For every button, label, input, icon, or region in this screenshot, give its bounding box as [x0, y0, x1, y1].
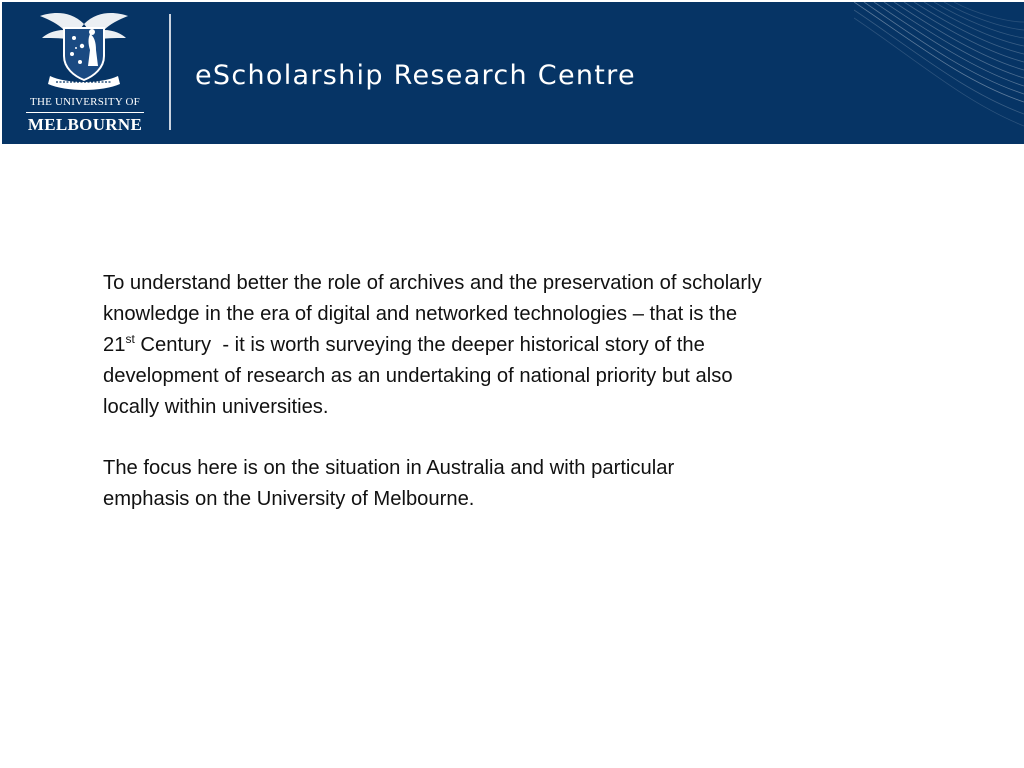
- paragraph-archives: [103, 268, 903, 423]
- slide-body: [103, 268, 903, 515]
- logo-text-melbourne: MELBOURNE: [27, 115, 143, 134]
- century-ordinal-suffix: st: [125, 332, 135, 346]
- university-logo[interactable]: [22, 10, 148, 136]
- paragraph-line: knowledge in the era of digital and networked technologies – that is the: [103, 303, 738, 325]
- paragraph-line: To understand better the role of archives and the preservation of scholarly: [103, 272, 762, 294]
- paragraph-focus: [103, 453, 903, 515]
- university-crest-icon: [36, 10, 132, 92]
- paragraph-line: emphasis on the University of Melbourne.: [103, 488, 475, 510]
- paragraph-line: locally within universities.: [103, 396, 329, 418]
- centre-title: eScholarship Research Centre: [195, 60, 636, 91]
- header-banner: [2, 2, 1024, 144]
- logo-text-university-of: THE UNIVERSITY OF: [30, 96, 140, 108]
- header-divider: [169, 14, 171, 130]
- paragraph-line: The focus here is on the situation in Australia and with particular: [103, 457, 675, 479]
- decorative-swoosh-icon: [854, 2, 1024, 144]
- paragraph-line: development of research as an undertaking of national priority but also: [103, 365, 733, 387]
- paragraph-line: Century - it is worth surveying the deeper historical story of the: [134, 334, 705, 356]
- logo-divider: [26, 112, 144, 113]
- century-number: 21: [103, 334, 126, 356]
